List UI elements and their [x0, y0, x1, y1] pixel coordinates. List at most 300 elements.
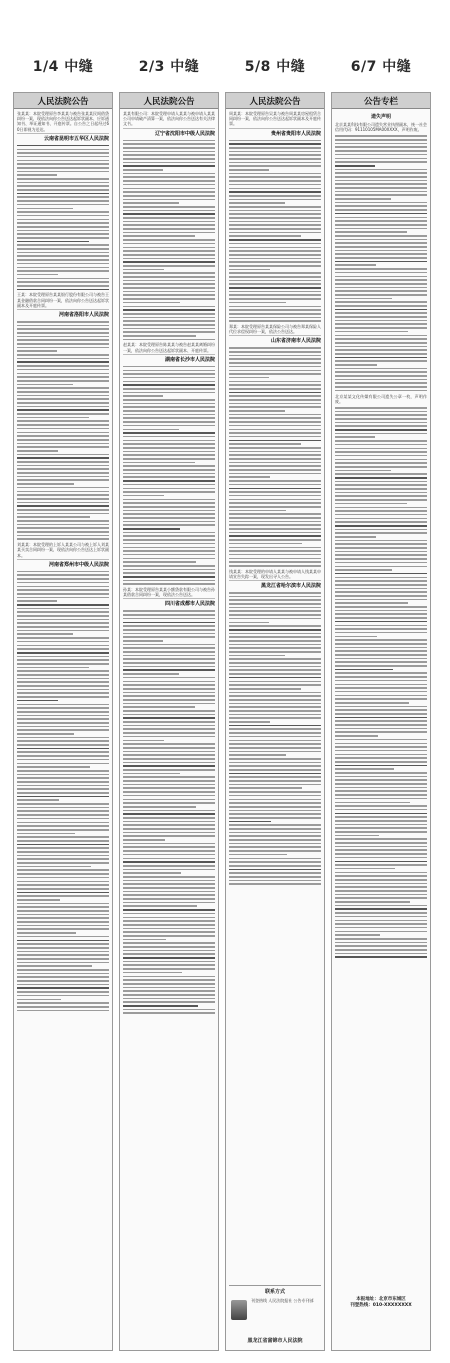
text-line: [229, 176, 321, 178]
text-line: [17, 498, 109, 500]
text-line: [17, 748, 109, 750]
text-line: [17, 645, 109, 647]
text-line: [17, 413, 109, 415]
text-line: [229, 414, 321, 416]
text-line: [229, 388, 321, 390]
text-line: [123, 535, 215, 537]
text-lines: [229, 140, 321, 322]
text-line: [335, 364, 377, 366]
text-line: [123, 436, 215, 438]
text-line: [123, 850, 215, 852]
court-notice: [17, 542, 109, 568]
text-line: [229, 217, 321, 219]
text-line: [229, 773, 321, 775]
column-body: [332, 109, 430, 962]
text-line: [229, 169, 269, 171]
text-line: [229, 861, 321, 863]
text-line: [229, 658, 321, 660]
text-line: [229, 465, 321, 467]
text-line: [229, 355, 321, 357]
text-line: [335, 665, 427, 667]
text-line: [17, 641, 109, 643]
text-line: [17, 851, 109, 853]
text-line: [123, 839, 165, 841]
text-line: [17, 189, 109, 191]
text-line: [335, 761, 427, 763]
text-line: [17, 531, 109, 533]
text-line: [17, 917, 109, 919]
text-line: [229, 373, 321, 375]
text-line: [229, 272, 321, 274]
text-line: [335, 920, 427, 922]
text-line: [335, 562, 427, 564]
text-line: [229, 366, 321, 368]
text-line: [123, 451, 215, 453]
text-line: [17, 976, 109, 978]
text-line: [229, 872, 321, 874]
column-title: 人民法院公告: [226, 93, 324, 109]
text-line: [123, 821, 215, 823]
text-line: [17, 465, 109, 467]
text-line: [335, 331, 408, 333]
text-line: [335, 838, 427, 840]
text-line: [123, 206, 215, 208]
text-line: [335, 360, 427, 362]
text-line: [123, 828, 215, 830]
text-line: [335, 488, 427, 490]
text-line: [335, 287, 427, 289]
text-line: [17, 888, 109, 890]
text-line: [17, 171, 109, 173]
text-line: [17, 494, 109, 496]
text-line: [335, 743, 427, 745]
text-line: [123, 647, 215, 649]
page-header: [0, 0, 450, 92]
text-line: [335, 953, 427, 955]
text-line: [17, 829, 109, 831]
text-line: [335, 720, 427, 722]
text-line: [17, 707, 109, 709]
text-line: [335, 554, 427, 556]
text-line: [229, 165, 321, 167]
text-line: [17, 836, 109, 838]
text-line: [123, 806, 196, 808]
text-line: [123, 747, 215, 749]
text-line: [229, 758, 321, 760]
text-line: [17, 873, 109, 875]
text-line: [335, 868, 395, 870]
text-line: [335, 687, 427, 689]
text-line: [335, 717, 427, 719]
text-line: [229, 158, 321, 160]
text-line: [335, 268, 427, 270]
text-line: [17, 674, 109, 676]
text-line: [123, 432, 215, 434]
text-line: [17, 373, 109, 375]
text-line: [229, 417, 321, 419]
text-line: [17, 689, 109, 691]
text-line: [335, 477, 427, 479]
text-line: [123, 583, 215, 585]
text-line: [17, 840, 109, 842]
court-notice: [229, 324, 321, 344]
text-line: [17, 984, 109, 986]
text-line: [123, 998, 215, 1000]
text-line: [335, 198, 391, 200]
text-line: [229, 832, 321, 834]
text-line: [335, 220, 427, 222]
text-line: [17, 637, 109, 639]
text-line: [17, 332, 109, 334]
text-line: [17, 700, 58, 702]
text-line: [123, 276, 215, 278]
text-line: [17, 622, 109, 624]
text-line: [335, 407, 427, 409]
text-line: [335, 846, 427, 848]
text-line: [17, 325, 109, 327]
text-line: [229, 765, 321, 767]
text-line: [229, 625, 321, 627]
text-line: [123, 580, 215, 582]
text-line: [17, 574, 109, 576]
text-line: [123, 399, 215, 401]
text-line: [17, 763, 109, 765]
text-line: [17, 869, 109, 871]
text-line: [229, 502, 321, 504]
text-line: [17, 973, 109, 975]
text-line: [229, 510, 286, 512]
text-line: [123, 765, 215, 767]
text-line: [335, 272, 427, 274]
text-line: [335, 459, 427, 461]
text-line: [17, 527, 109, 529]
text-line: [123, 1001, 215, 1003]
text-line: [229, 802, 321, 804]
text-line: [123, 169, 163, 171]
text-line: [335, 709, 427, 711]
text-line: [335, 765, 427, 767]
text-line: [229, 154, 321, 156]
text-line: [17, 855, 109, 857]
text-line: [123, 539, 215, 541]
notice-text: 北京某某文化传媒有限公司遗失公章一枚，声明作废。: [335, 393, 427, 404]
text-line: [123, 465, 215, 467]
text-line: [123, 162, 215, 164]
text-line: [229, 669, 321, 671]
text-line: [17, 152, 109, 154]
text-line: [123, 651, 215, 653]
text-line: [17, 921, 109, 923]
text-lines: [335, 407, 427, 958]
text-line: [123, 258, 215, 260]
column-body: [226, 109, 324, 889]
text-line: [17, 751, 109, 753]
text-line: [17, 593, 109, 595]
text-line: [123, 776, 215, 778]
text-line: [335, 617, 427, 619]
text-line: [123, 905, 197, 907]
text-lines: [17, 145, 109, 290]
text-line: [229, 751, 321, 753]
text-line: [229, 280, 321, 282]
text-line: [17, 428, 109, 430]
text-line: [123, 935, 215, 937]
text-line: [229, 795, 321, 797]
text-line: [17, 571, 109, 573]
text-line: [123, 706, 195, 708]
text-line: [335, 905, 427, 907]
text-line: [17, 350, 57, 352]
text-line: [229, 743, 321, 745]
text-line: [229, 673, 321, 675]
text-line: [229, 232, 321, 234]
text-line: [17, 343, 109, 345]
text-line: [229, 725, 321, 727]
text-line: [17, 903, 109, 905]
text-line: [17, 200, 109, 202]
text-line: [17, 376, 109, 378]
notice-text: 某某有限公司：本院受理申请人某某与被申请人某某公司申请破产清算一案，依法向你公告送达有关法律文书。: [123, 111, 215, 127]
text-line: [335, 536, 376, 538]
text-line: [229, 491, 321, 493]
text-line: [17, 174, 57, 176]
text-line: [17, 785, 109, 787]
text-line: [335, 349, 427, 351]
text-line: [17, 600, 57, 602]
text-line: [123, 532, 215, 534]
text-line: [123, 313, 215, 315]
text-line: [123, 469, 215, 471]
text-line: [229, 294, 321, 296]
text-line: [123, 931, 215, 933]
text-line: [335, 481, 427, 483]
text-line: [229, 447, 321, 449]
text-line: [123, 791, 215, 793]
text-line: [335, 305, 427, 307]
text-line: [17, 733, 74, 735]
text-line: [335, 872, 427, 874]
text-line: [17, 796, 109, 798]
notice-text: 郑某：本院受理原告某某保险公司与被告郑某保险人代位求偿权纠纷一案，依法公告送达。: [229, 323, 321, 335]
text-line: [123, 710, 215, 712]
text-line: [335, 669, 393, 671]
text-line: [335, 327, 427, 329]
text-line: [335, 462, 427, 464]
text-line: [335, 680, 427, 682]
text-line: [229, 688, 301, 690]
text-line: [123, 994, 215, 996]
text-line: [335, 425, 427, 427]
text-line: [335, 776, 427, 778]
text-line: [335, 802, 410, 804]
column-header-2: 2/3 中缝: [138, 59, 200, 75]
column-body: [14, 109, 112, 1015]
text-line: [335, 547, 427, 549]
text-line: [229, 728, 321, 730]
text-line: [17, 678, 109, 680]
text-line: [123, 780, 215, 782]
text-line: [335, 390, 427, 392]
text-line: [335, 713, 427, 715]
text-line: [17, 884, 109, 886]
text-line: [17, 825, 109, 827]
text-line: [335, 945, 427, 947]
text-line: [229, 618, 321, 620]
text-line: [17, 178, 109, 180]
text-line: [123, 140, 215, 142]
notice-text: 刘某某：本院受理的上诉人某某公司与被上诉人刘某某买卖合同纠纷一案，现依法向你公告送达上诉状副本。: [17, 542, 109, 558]
text-line: [229, 313, 321, 315]
text-line: [335, 448, 427, 450]
text-line: [17, 740, 109, 742]
text-line: [229, 681, 321, 683]
text-line: [229, 480, 321, 482]
text-line: [17, 278, 109, 280]
text-line: [123, 891, 215, 893]
text-line: [123, 762, 215, 764]
text-line: [17, 409, 109, 411]
text-line: [17, 215, 109, 217]
text-line: [123, 644, 215, 646]
text-line: [229, 195, 321, 197]
text-line: [17, 420, 109, 422]
text-line: [229, 473, 321, 475]
text-line: [17, 722, 109, 724]
text-line: [123, 773, 180, 775]
text-line: [123, 221, 215, 223]
text-line: [335, 444, 427, 446]
text-line: [335, 154, 427, 156]
text-line: [335, 202, 427, 204]
text-line: [17, 814, 109, 816]
court-notice: [229, 111, 321, 137]
text-line: [123, 858, 215, 860]
text-line: [17, 947, 109, 949]
text-line: [123, 618, 215, 620]
text-line: [335, 521, 427, 523]
text-line: [123, 677, 215, 679]
text-line: [123, 309, 215, 311]
text-line: [123, 887, 215, 889]
text-line: [335, 169, 427, 171]
text-lines: [17, 571, 109, 1011]
text-line: [123, 425, 215, 427]
text-line: [335, 577, 427, 579]
text-line: [17, 406, 109, 408]
text-line: [335, 739, 427, 741]
column-body: [120, 109, 218, 1018]
text-line: [17, 980, 109, 982]
text-line: [123, 366, 215, 368]
text-line: [229, 780, 321, 782]
text-line: [123, 655, 215, 657]
text-line: [123, 961, 215, 963]
text-line: [123, 717, 215, 719]
text-line: [123, 572, 215, 574]
text-line: [123, 165, 215, 167]
text-line: [335, 484, 427, 486]
text-line: [123, 924, 215, 926]
text-line: [229, 513, 321, 515]
text-line: [17, 145, 109, 147]
text-line: [335, 532, 427, 534]
text-line: [123, 335, 196, 337]
text-line: [229, 762, 321, 764]
text-line: [123, 795, 215, 797]
notice-court-name: 贵州省贵阳市人民法院: [229, 128, 321, 137]
notice-court-name: 云南省昆明市五华区人民法院: [17, 133, 109, 142]
text-line: [335, 180, 427, 182]
text-line: [123, 946, 215, 948]
text-line: [17, 803, 109, 805]
text-line: [229, 151, 321, 153]
text-line: [123, 191, 215, 193]
text-line: [335, 323, 427, 325]
text-line: [123, 265, 215, 267]
text-line: [335, 436, 375, 438]
text-line: [229, 173, 321, 175]
text-line: [17, 163, 109, 165]
column-title: 人民法院公告: [120, 93, 218, 109]
text-line: [229, 603, 321, 605]
text-line: [229, 806, 321, 808]
text-line: [17, 999, 61, 1001]
text-line: [229, 421, 321, 423]
text-line: [123, 388, 215, 390]
text-line: [123, 846, 215, 848]
text-line: [17, 483, 74, 485]
text-line: [17, 881, 109, 883]
text-line: [229, 699, 321, 701]
text-line: [123, 184, 215, 186]
text-line: [335, 824, 427, 826]
text-line: [123, 272, 215, 274]
text-line: [17, 446, 109, 448]
text-line: [229, 425, 321, 427]
text-line: [335, 418, 427, 420]
text-line: [335, 455, 427, 457]
text-line: [229, 732, 321, 734]
text-line: [17, 365, 109, 367]
text-line: [123, 699, 215, 701]
text-line: [17, 659, 109, 661]
text-line: [229, 854, 287, 856]
text-line: [335, 728, 427, 730]
text-line: [229, 239, 321, 241]
text-line: [335, 613, 427, 615]
text-line: [229, 476, 270, 478]
text-line: [229, 543, 302, 545]
text-line: [123, 913, 215, 915]
text-line: [229, 787, 302, 789]
text-line: [229, 362, 321, 364]
text-line: [123, 669, 215, 671]
text-line: [123, 199, 215, 201]
text-line: [335, 772, 427, 774]
text-line: [229, 769, 321, 771]
text-line: [123, 743, 215, 745]
text-line: [229, 506, 321, 508]
text-line: [123, 817, 215, 819]
text-line: [123, 392, 215, 394]
text-line: [17, 810, 109, 812]
column-header-4: 6/7 中缝: [350, 59, 412, 75]
text-line: [123, 298, 215, 300]
text-line: [123, 195, 215, 197]
text-line: [123, 328, 215, 330]
text-line: [123, 692, 215, 694]
text-line: [17, 358, 109, 360]
